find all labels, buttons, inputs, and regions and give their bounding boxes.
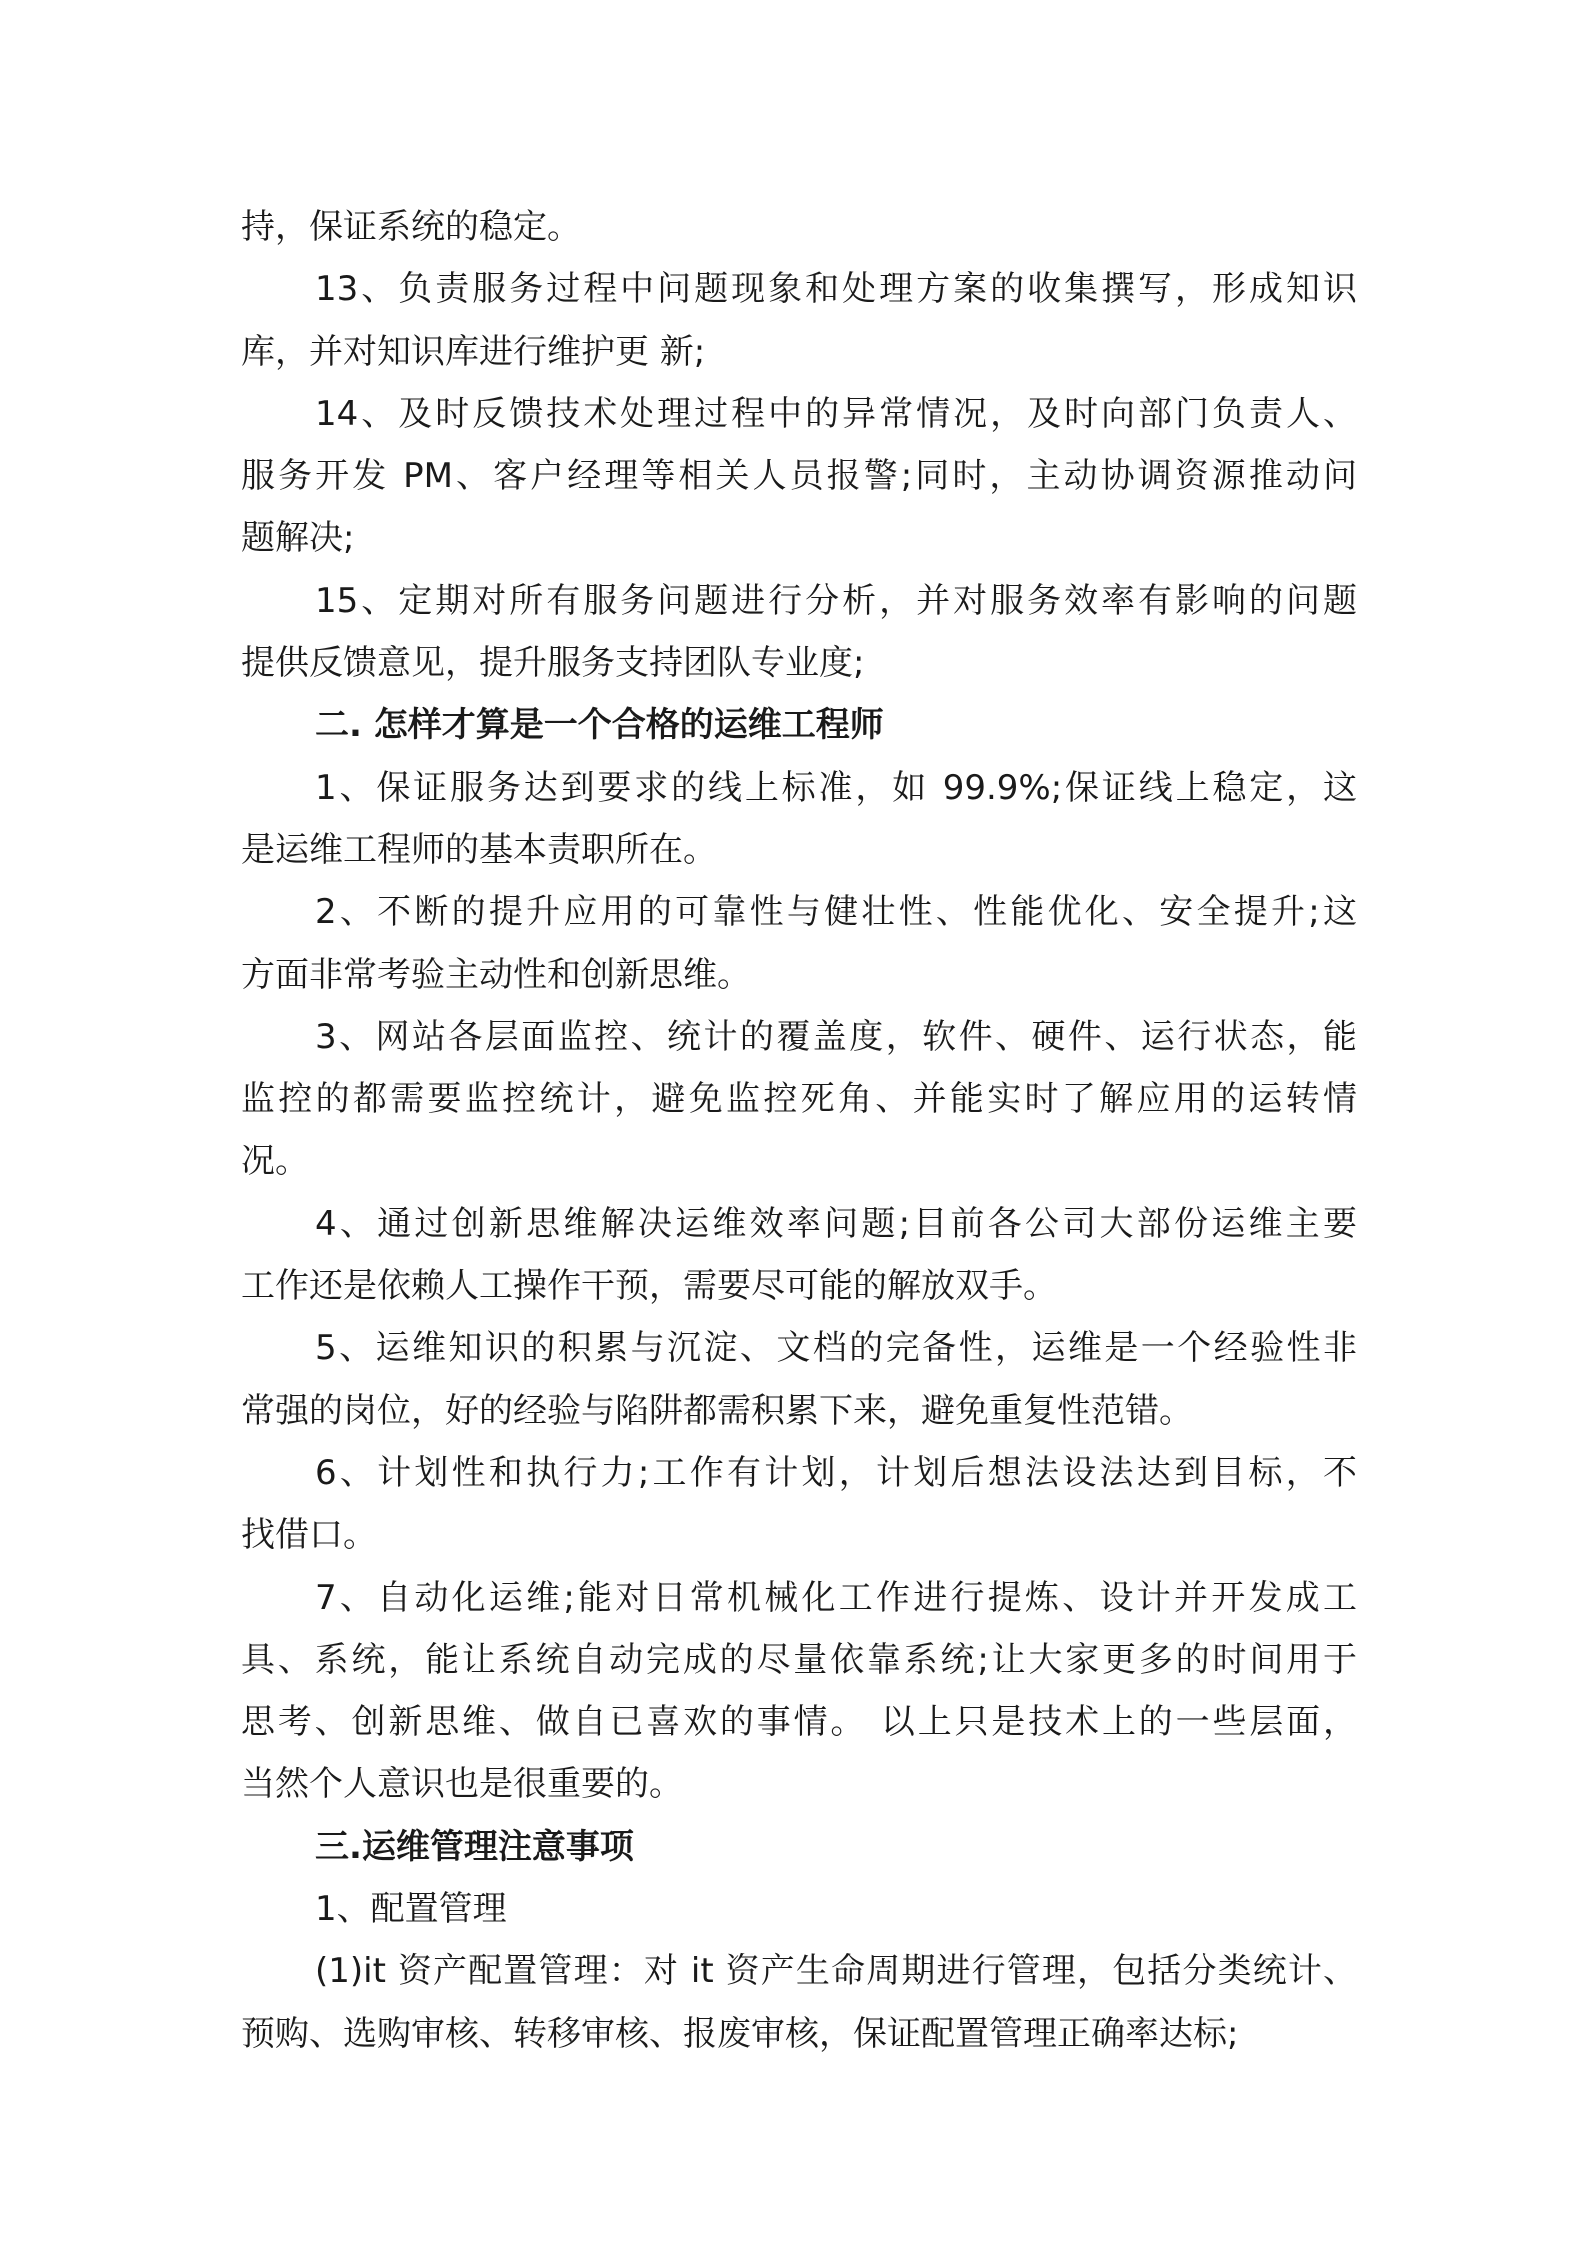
text-line: 方面非常考验主动性和创新思维。 [241,954,751,995]
text-line: 监控的都需要监控统计，避免监控死角、并能实时了解应用的运转情 [241,1079,1357,1120]
text-line: 思考、创新思维、做自已喜欢的事情。 以上只是技术上的一些层面， [241,1702,1357,1743]
text-line: (1)it 资产配置管理：对 it 资产生命周期进行管理，包括分类统计、 [315,1951,1357,1992]
text-line: 工作还是依赖人工操作干预，需要尽可能的解放双手。 [241,1266,1057,1307]
document-body [241,196,1357,2065]
text-line: 是运维工程师的基本责职所在。 [241,829,717,870]
text-line: 6、计划性和执行力;工作有计划，计划后想法设法达到目标，不 [315,1452,1357,1493]
text-line: 1、保证服务达到要求的线上标准，如 99.9%;保证线上稳定，这 [315,767,1357,808]
text-line: 1、配置管理 [315,1889,507,1930]
text-line: 3、网站各层面监控、统计的覆盖度，软件、硬件、运行状态，能 [315,1016,1357,1057]
text-line: 5、运维知识的积累与沉淀、文档的完备性，运维是一个经验性非 [315,1328,1357,1369]
text-line: 题解决; [241,518,355,559]
text-line: 服务开发 PM、客户经理等相关人员报警;同时，主动协调资源推动问 [241,456,1357,497]
text-line: 持，保证系统的稳定。 [241,207,581,247]
text-line: 7、自动化运维;能对日常机械化工作进行提炼、设计并开发成工 [315,1577,1357,1618]
section-heading: 三.运维管理注意事项 [315,1826,634,1867]
section-heading: 二. 怎样才算是一个合格的运维工程师 [315,705,884,746]
text-line: 2、不断的提升应用的可靠性与健壮性、性能优化、安全提升;这 [315,892,1357,933]
text-line: 预购、选购审核、转移审核、报废审核，保证配置管理正确率达标; [241,2013,1239,2054]
text-line: 找借口。 [241,1515,377,1556]
text-line: 4、通过创新思维解决运维效率问题;目前各公司大部份运维主要 [315,1203,1357,1244]
text-line: 具、系统，能让系统自动完成的尽量依靠系统;让大家更多的时间用于 [241,1639,1357,1680]
text-line: 15、定期对所有服务问题进行分析，并对服务效率有影响的问题 [315,580,1357,621]
text-line: 况。 [241,1141,309,1182]
text-line: 库，并对知识库进行维护更 新; [241,331,706,372]
text-line: 常强的岗位，好的经验与陷阱都需积累下来，避免重复性范错。 [241,1390,1193,1431]
text-line: 14、及时反馈技术处理过程中的异常情况，及时向部门负责人、 [315,393,1357,434]
text-line: 提供反馈意见，提升服务支持团队专业度; [241,643,865,684]
text-line: 13、负责服务过程中问题现象和处理方案的收集撰写，形成知识 [315,269,1357,310]
text-line: 当然个人意识也是很重要的。 [241,1764,683,1805]
